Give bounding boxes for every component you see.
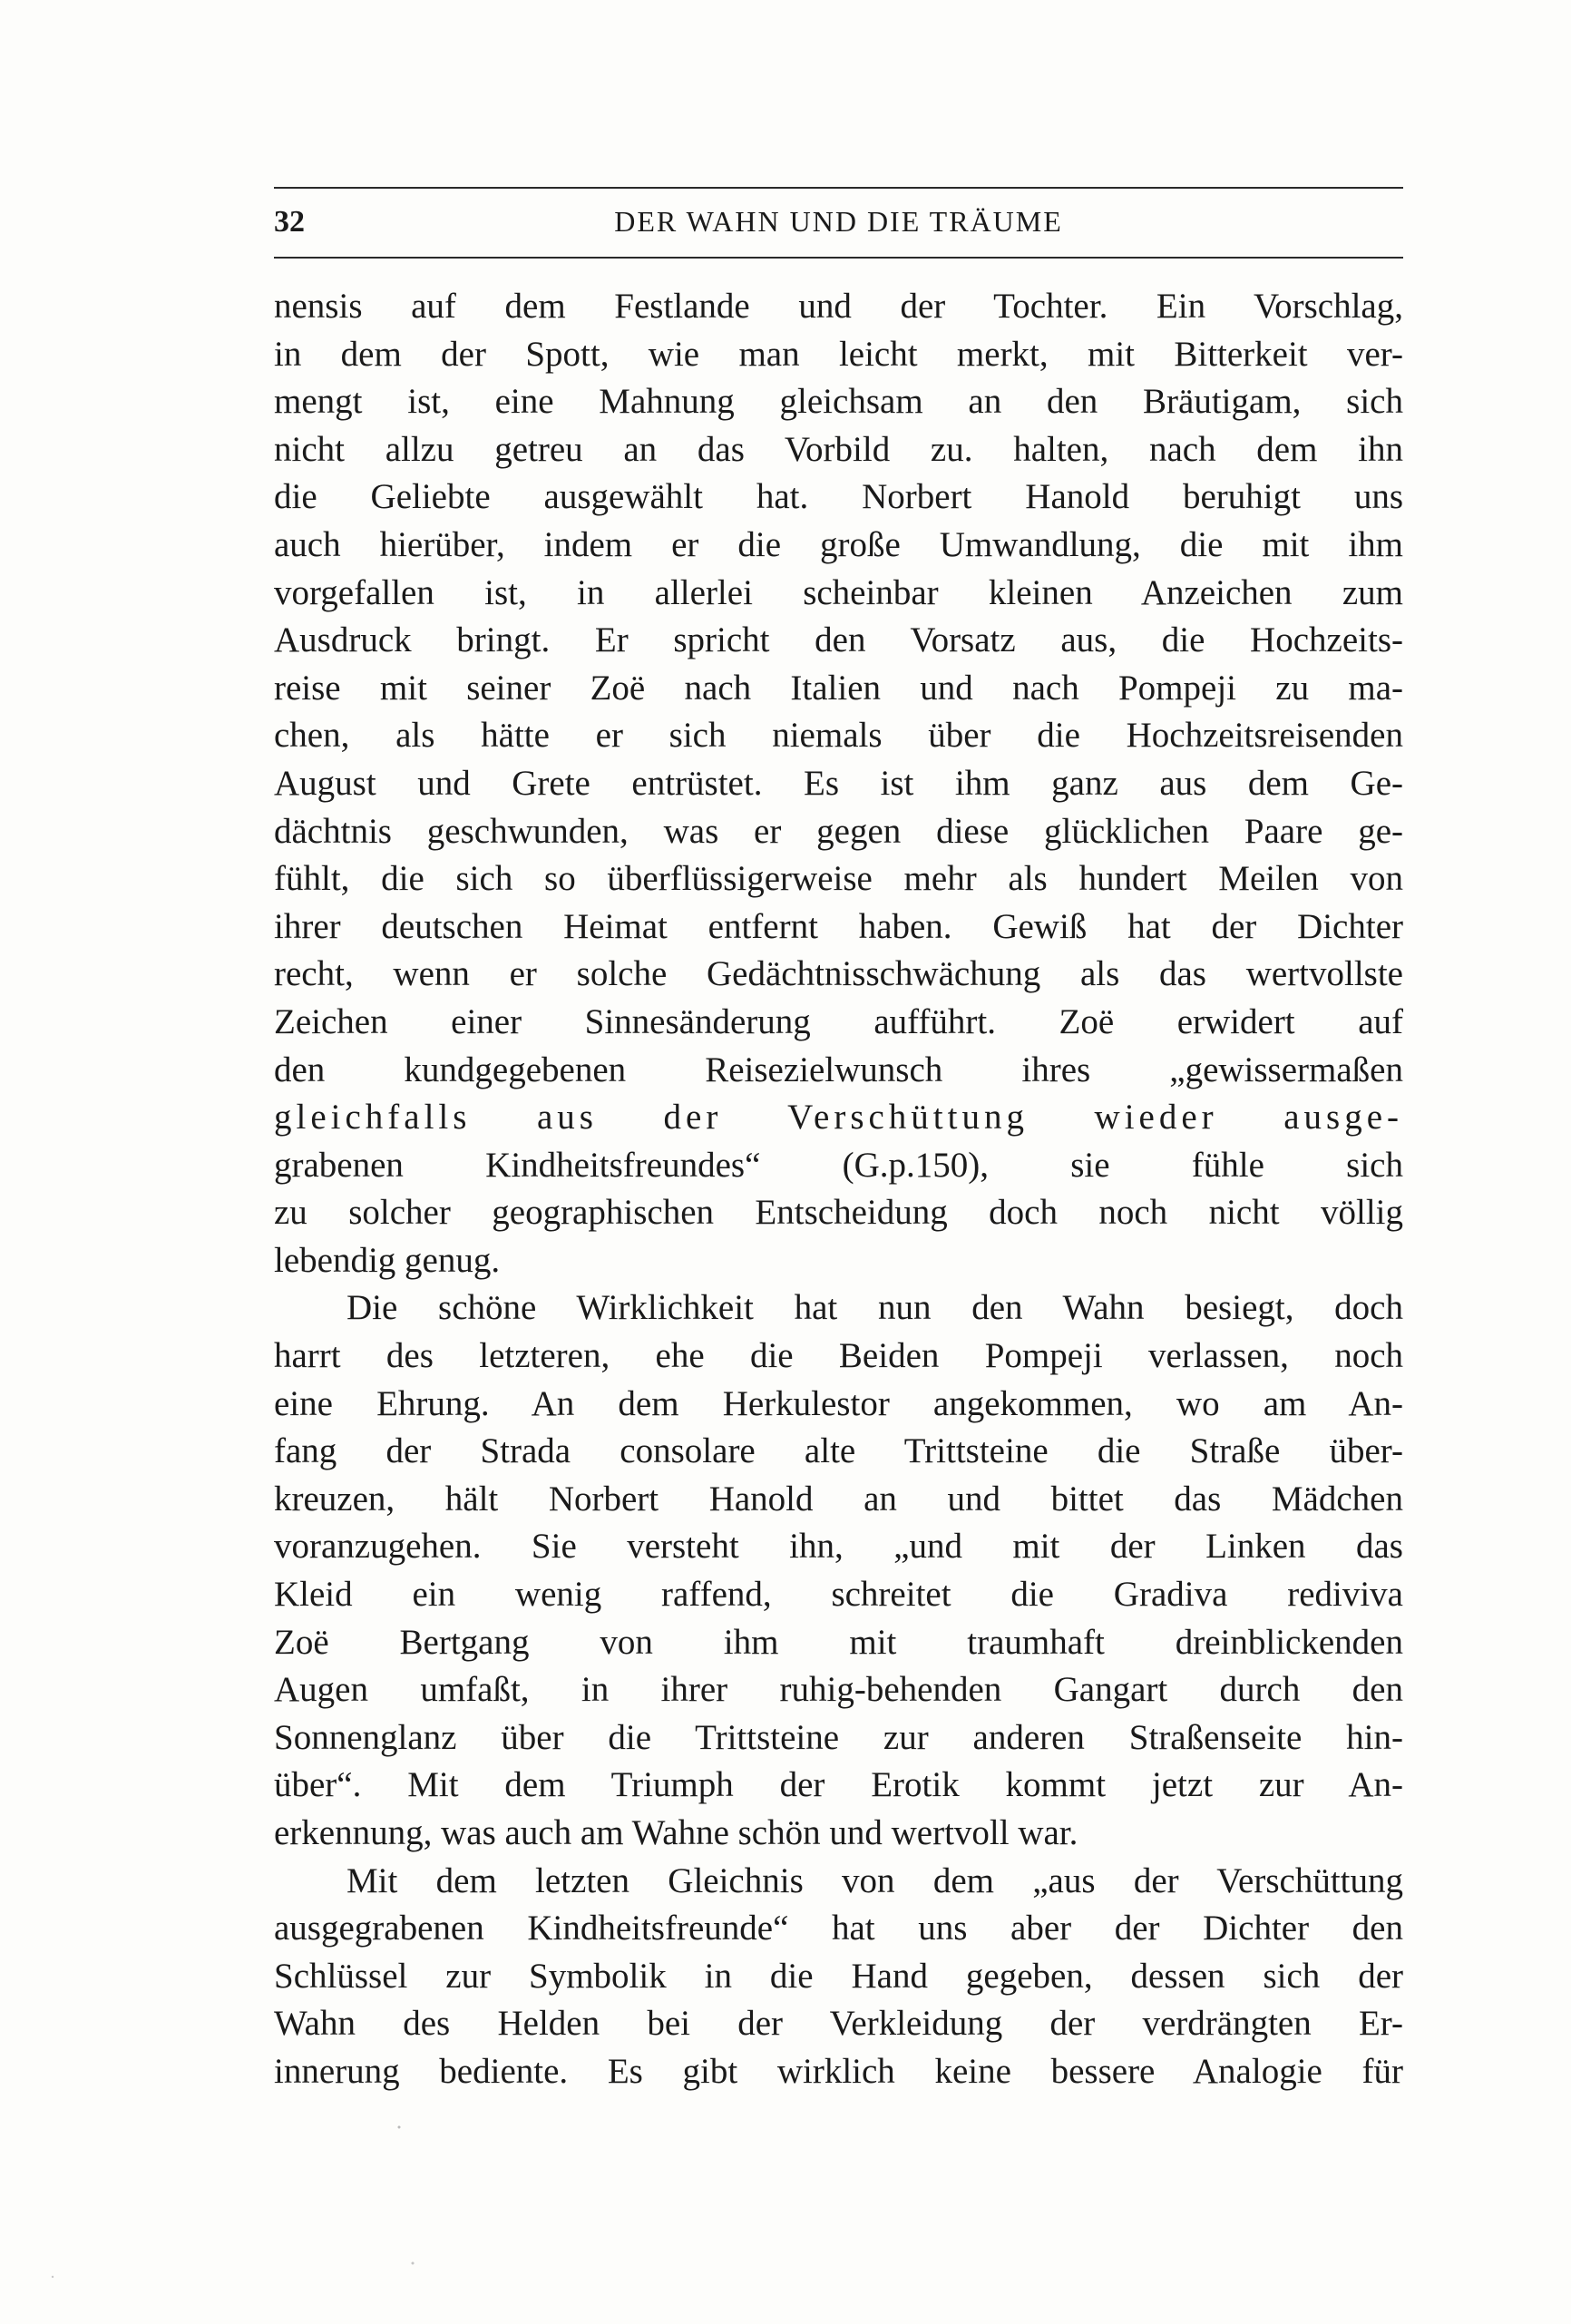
text-line: auch hierüber, indem er die große Umwandlung, die mit ihm: [274, 524, 1403, 564]
text-line: chen, als hätte er sich niemals über die Hochzeitsreisenden: [274, 716, 1403, 756]
text-line: die Geliebte ausgewählt hat. Norbert Hanold beruhigt uns: [274, 477, 1403, 517]
text-line: fühlt, die sich so überflüssigerweise mehr als hundert Meilen von: [274, 859, 1403, 899]
text-line: den kundgegebenen Reisezielwunsch ihres „gewissermaßen: [274, 1050, 1403, 1089]
running-title: DER WAHN UND DIE TRÄUME: [614, 205, 1063, 238]
paper-speck: [398, 2126, 401, 2129]
text-line: reise mit seiner Zoë nach Italien und nach Pompeji zu ma-: [274, 668, 1403, 708]
text-line: Kleid ein wenig raffend, schreitet die Gradiva rediviva: [274, 1575, 1403, 1615]
text-line: Zoë Bertgang von ihm mit traumhaft dreinblickenden: [274, 1622, 1403, 1662]
text-line: voranzugehen. Sie versteht ihn, „und mit der Linken das: [274, 1527, 1403, 1567]
text-line: Augen umfaßt, in ihrer ruhig-behenden Gangart durch den: [274, 1670, 1403, 1710]
text-line: fang der Strada consolare alte Trittsteine die Straße über-: [274, 1431, 1403, 1471]
text-line: in dem der Spott, wie man leicht merkt, mit Bitterkeit ver-: [274, 334, 1403, 374]
text-line: über“. Mit dem Triumph der Erotik kommt jetzt zur An-: [274, 1765, 1403, 1805]
text-line: Schlüssel zur Symbolik in die Hand gegeben, dessen sich der: [274, 1956, 1403, 1996]
text-line: Sonnenglanz über die Trittsteine zur anderen Straßenseite hin-: [274, 1717, 1403, 1757]
text-line: vorgefallen ist, in allerlei scheinbar kleinen Anzeichen zum: [274, 572, 1403, 612]
text-line: eine Ehrung. An dem Herkulestor angekommen, wo am An-: [274, 1383, 1403, 1423]
text-line: lebendig genug.: [274, 1240, 501, 1280]
text-line: Ausdruck bringt. Er spricht den Vorsatz aus, die Hochzeits-: [274, 620, 1403, 660]
text-line: nicht allzu getreu an das Vorbild zu. halten, nach dem ihn: [274, 429, 1403, 469]
paper-speck: [52, 2276, 54, 2278]
page-number: 32: [274, 205, 305, 239]
text-line: ihrer deutschen Heimat entfernt haben. Gewiß hat der Dichter: [274, 906, 1403, 946]
text-line: erkennung, was auch am Wahne schön und wertvoll war.: [274, 1813, 1078, 1852]
text-line-paragraph-start: Mit dem letzten Gleichnis von dem „aus der Verschüttung: [346, 1860, 1403, 1900]
text-line: innerung bediente. Es gibt wirklich keine bessere Analogie für: [274, 2051, 1403, 2091]
text-line: nensis auf dem Festlande und der Tochter. Ein Vorschlag,: [274, 287, 1403, 326]
text-line: dächtnis geschwunden, was er gegen diese glücklichen Paare ge-: [274, 811, 1403, 851]
text-line-spaced: gleichfalls aus der Verschüttung wieder ausge-: [274, 1098, 1403, 1138]
text-line: August und Grete entrüstet. Es ist ihm ganz aus dem Ge-: [274, 763, 1403, 803]
text-line: mengt ist, eine Mahnung gleichsam an den Bräutigam, sich: [274, 382, 1403, 422]
text-line: zu solcher geographischen Entscheidung doch noch nicht völlig: [274, 1193, 1403, 1233]
text-line: Wahn des Helden bei der Verkleidung der verdrängten Er-: [274, 2004, 1403, 2044]
text-line: Zeichen einer Sinnesänderung aufführt. Zoë erwidert auf: [274, 1001, 1403, 1041]
text-line: ausgegrabenen Kindheitsfreunde“ hat uns aber der Dichter den: [274, 1909, 1403, 1948]
text-line: kreuzen, hält Norbert Hanold an und bittet das Mädchen: [274, 1479, 1403, 1518]
text-line: grabenen Kindheitsfreundes“ (G.p.150), sie fühle sich: [274, 1145, 1403, 1185]
paper-speck: [412, 2262, 415, 2265]
text-line: harrt des letzteren, ehe die Beiden Pompeji verlassen, noch: [274, 1336, 1403, 1376]
text-line: recht, wenn er solche Gedächtnisschwächung als das wertvollste: [274, 954, 1403, 994]
text-line-paragraph-start: Die schöne Wirklichkeit hat nun den Wahn besiegt, doch: [346, 1288, 1403, 1328]
